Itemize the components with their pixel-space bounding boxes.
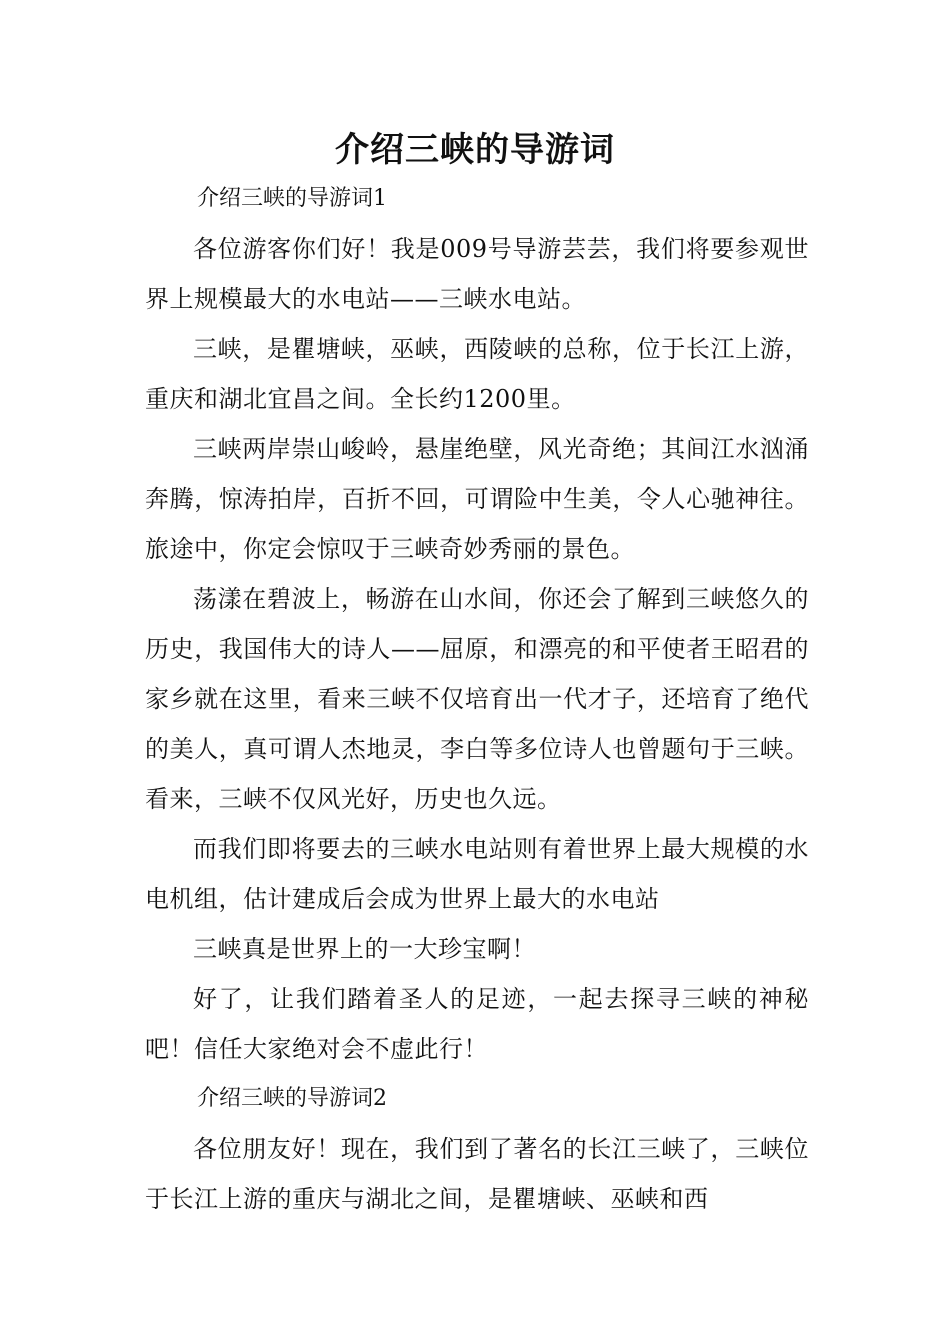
paragraph: 而我们即将要去的三峡水电站则有着世界上最大规模的水电机组，估计建成后会成为世界上最大的水电站 [145,835,809,913]
paragraph: 好了，让我们踏着圣人的足迹，一起去探寻三峡的神秘吧！信任大家绝对会不虚此行！ [145,985,809,1063]
paragraph: 三峡真是世界上的一大珍宝啊！ [193,935,536,963]
document-title: 介绍三峡的导游词 [335,130,615,170]
paragraph: 各位朋友好！现在，我们到了著名的长江三峡了，三峡位于长江上游的重庆与湖北之间，是瞿塘峡、巫峡和西 [145,1135,809,1213]
document-body [145,174,809,1224]
paragraph: 三峡两岸崇山峻岭，悬崖绝壁，风光奇绝；其间江水汹涌奔腾，惊涛拍岸，百折不回，可谓险中生美，令人心驰神往。旅途中，你定会惊叹于三峡奇妙秀丽的景色。 [145,435,809,563]
section-heading-1: 介绍三峡的导游词1 [197,186,387,211]
section-heading-2: 介绍三峡的导游词2 [197,1086,387,1111]
paragraph: 荡漾在碧波上，畅游在山水间，你还会了解到三峡悠久的历史，我国伟大的诗人——屈原，和漂亮的和平使者王昭君的家乡就在这里，看来三峡不仅培育出一代才子，还培育了绝代的美人，真可谓人杰地灵，李白等多位诗人也曾题句于三峡。看来，三峡不仅风光好，历史也久远。 [145,585,809,813]
paragraph: 各位游客你们好！我是009号导游芸芸，我们将要参观世界上规模最大的水电站——三峡水电站。 [145,235,809,313]
paragraph: 三峡，是瞿塘峡，巫峡，西陵峡的总称，位于长江上游，重庆和湖北宜昌之间。全长约1200里。 [145,335,809,413]
